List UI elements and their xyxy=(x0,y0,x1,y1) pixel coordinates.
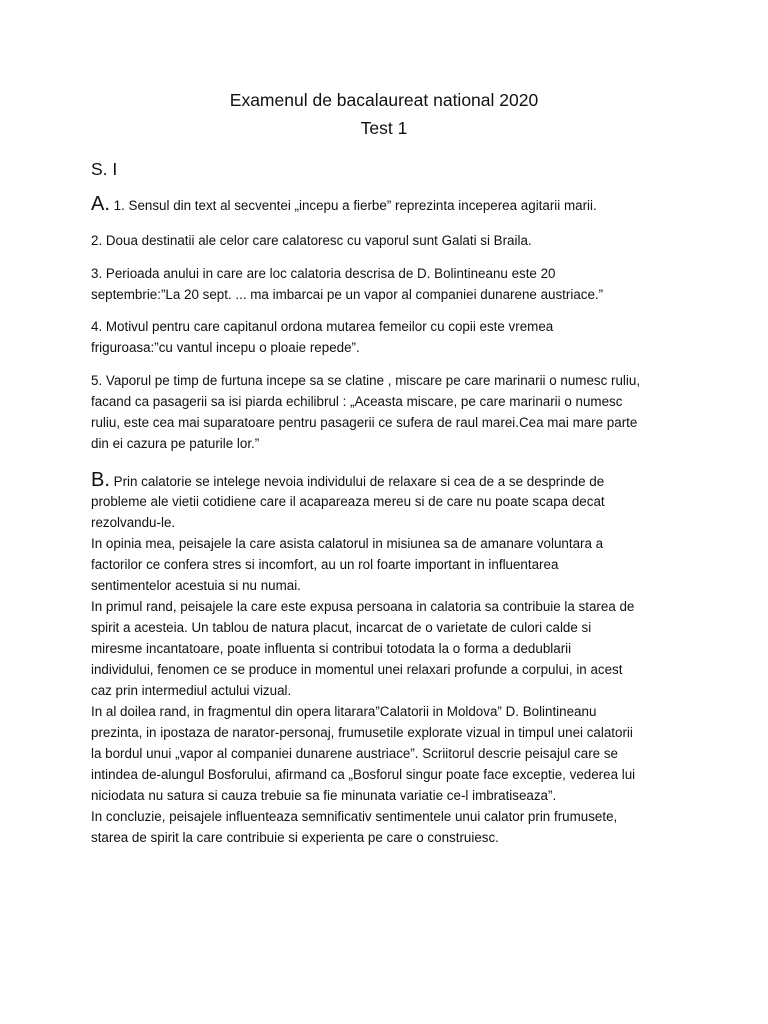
part-b-line: In al doilea rand, in fragmentul din opera litarara”Calatorii in Moldova” D. Bolintineanu xyxy=(91,704,597,719)
part-b-line: rezolvandu-le. xyxy=(91,515,176,530)
part-a-item-line: facand ca pasagerii sa isi piarda echilibrul : „Aceasta miscare, pe care marinarii o numesc xyxy=(91,394,623,409)
part-a-item-4 xyxy=(91,316,691,358)
part-a-item-line: 3. Perioada anului in care are loc calatoria descrisa de D. Bolintineanu este 20 xyxy=(91,266,556,281)
part-b-line: sentimentelor acestuia si nu numai. xyxy=(91,578,301,593)
part-b-letter: B. xyxy=(91,469,110,491)
part-a-item-line: din ei cazura pe paturile lor.” xyxy=(91,436,260,451)
part-b-line: niciodata nu satura si cauza trebuie sa fie minunata variatie ce-l imbratiseaza”. xyxy=(91,788,557,803)
document-title: Examenul de bacalaureat national 2020 xyxy=(229,90,539,110)
part-a-item-5 xyxy=(91,370,691,454)
part-a-item-line: 4. Motivul pentru care capitanul ordona mutarea femeilor cu copii este vremea xyxy=(91,319,554,334)
part-a-item-line: septembrie:”La 20 sept. ... ma imbarcai pe un vapor al companiei dunarene austriace.” xyxy=(91,287,604,302)
part-a-item-line: 1. Sensul din text al secventei „incepu a fierbe” reprezinta inceperea agitarii marii. xyxy=(113,198,597,213)
part-a-item-line: ruliu, este cea mai suparatoare pentru pasagerii ce sufera de raul marei.Cea mai mare parte xyxy=(91,415,638,430)
part-b-line: intindea de-alungul Bosforului, afirmand ca „Bosforul singur poate face exceptie, vederea lui xyxy=(91,767,636,782)
part-b-line: miresme incantatoare, poate influenta si contribui totodata la o forma a dedublarii xyxy=(91,641,572,656)
part-b-essay xyxy=(91,470,691,848)
part-a-letter: A. xyxy=(91,193,110,215)
part-a-item-1 xyxy=(91,194,691,215)
part-a-item-3 xyxy=(91,263,691,305)
part-b-line: Prin calatorie se intelege nevoia individului de relaxare si cea de a se desprinde de xyxy=(113,474,605,489)
part-b-line: prezinta, in ipostaza de narator-personaj, frumusetile explorate vizual in timpul unei calatorii xyxy=(91,725,633,740)
part-b-line: In primul rand, peisajele la care este expusa persoana in calatoria sa contribuie la starea de xyxy=(91,599,635,614)
document-subtitle: Test 1 xyxy=(360,118,408,138)
part-a-item-2 xyxy=(91,230,691,251)
part-b-line: starea de spirit la care contribuie si experienta pe care o construiesc. xyxy=(91,830,499,845)
section-heading: S. I xyxy=(91,159,118,179)
part-b-line: caz prin intermediul actului vizual. xyxy=(91,683,292,698)
part-a-item-line: 5. Vaporul pe timp de furtuna incepe sa se clatine , miscare pe care marinarii o numesc ruliu, xyxy=(91,373,641,388)
part-b-line: factorilor ce confera stres si incomfort, au un rol foarte important in influentarea xyxy=(91,557,559,572)
part-b-line: la bordul unui „vapor al companiei dunarene austriace”. Scriitorul descrie peisajul care se xyxy=(91,746,618,761)
part-b-line: In concluzie, peisajele influenteaza semnificativ sentimentele unui calator prin frumusete, xyxy=(91,809,618,824)
part-b-line: spirit a acesteia. Un tablou de natura placut, incarcat de o varietate de culori calde si xyxy=(91,620,592,635)
part-a-item-line: friguroasa:”cu vantul incepu o ploaie repede”. xyxy=(91,340,360,355)
part-a-item-line: 2. Doua destinatii ale celor care calatoresc cu vaporul sunt Galati si Braila. xyxy=(91,233,532,248)
part-b-line: probleme ale vietii cotidiene care il acapareaza mereu si de care nu poate scapa decat xyxy=(91,494,605,509)
part-b-line: In opinia mea, peisajele la care asista calatorul in misiunea sa de amanare voluntara a xyxy=(91,536,604,551)
part-b-line: individului, fenomen ce se produce in momentul unei relaxari profunde a corpului, in acest xyxy=(91,662,623,677)
